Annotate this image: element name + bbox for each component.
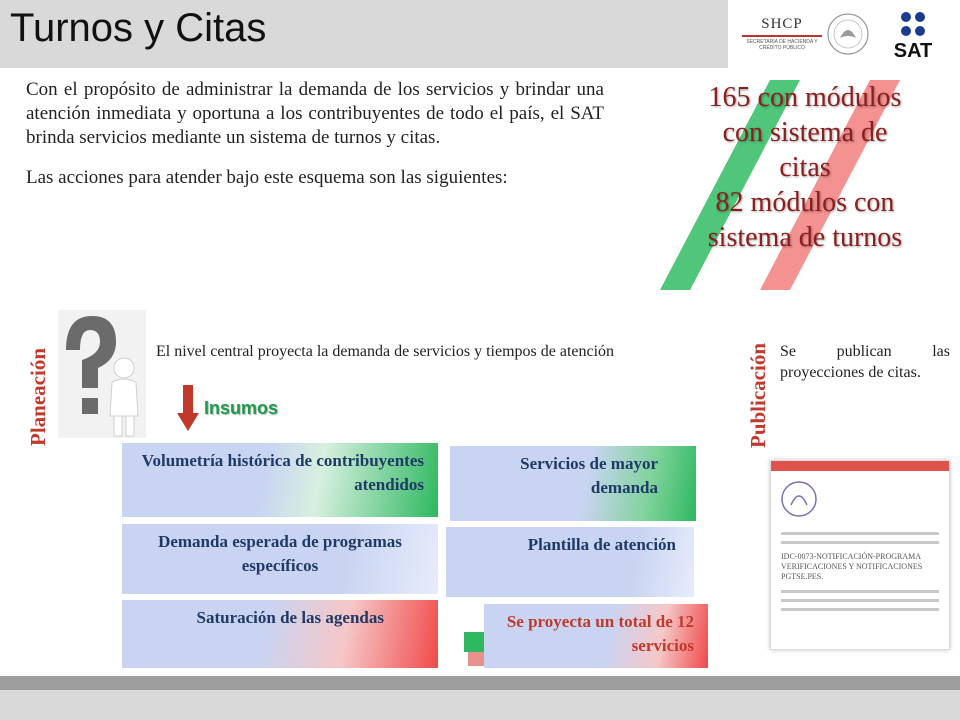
box-proyecta: Se proyecta un total de 12 servicios [484,604,708,668]
shcp-subtitle: SECRETARÍA DE HACIENDA Y CRÉDITO PÚBLICO [746,39,818,51]
shcp-divider [742,35,822,37]
document-seal-icon [779,477,819,521]
sat-name: SAT [893,40,933,62]
document-line [781,608,939,611]
planeacion-label: Planeación [26,348,50,446]
insumos-label: Insumos [204,398,279,418]
box-servicios: Servicios de mayor demanda [450,446,696,521]
page-title: Turnos y Citas [10,6,267,50]
sat-dots-icon [878,10,948,40]
modules-headline [655,80,955,255]
document-line [781,541,939,544]
headline-line-5: sistema de turnos [707,222,903,253]
document-preview [770,460,950,650]
down-arrow-icon [177,385,199,431]
box-plantilla: Plantilla de atención [446,527,694,597]
planeacion-text: El nivel central proyecta la demanda de servicios y tiempos de atención [156,343,615,360]
document-title: IDC-0073-NOTIFICACIÓN-PROGRAMA VERIFICACIONES Y NOTIFICACIONES PGTSE.PES. [781,552,923,581]
publicacion-label: Publicación [746,342,770,448]
footer-strip [0,676,960,690]
question-figure-icon [58,310,146,438]
box-demanda: Demanda esperada de programas específicos [122,524,438,594]
document-line [781,532,939,535]
title-bar [0,0,728,68]
national-seal-icon [826,12,870,56]
document-header-bar [771,461,949,471]
headline-line-2: con sistema de [722,117,888,148]
sat-logo [878,10,948,60]
intro-paragraph-2: Las acciones para atender bajo este esquema son las siguientes: [26,167,508,188]
intro-paragraph-1: Con el propósito de administrar la demanda de los servicios y brindar una atención inmediata y oportuna a los contribuyentes de todo el país, el SAT brinda servicios mediante un sistema de turnos y citas. [26,79,604,148]
publicacion-text: Se publican las proyecciones de citas. [780,343,950,381]
logo-area [728,0,960,68]
headline-line-4: 82 módulos con [715,187,895,218]
red-marker [468,652,484,666]
box-volumetria: Volumetría histórica de contribuyentes atendidos [122,443,438,517]
shcp-name: SHCP [761,16,803,32]
green-marker [464,632,484,652]
headline-line-1: 165 con módulos [708,82,902,113]
document-line [781,599,939,602]
headline-line-3: citas [779,152,831,183]
document-line [781,590,939,593]
box-saturacion: Saturación de las agendas [122,600,438,668]
shcp-logo [742,16,822,51]
intro-text [26,78,604,206]
